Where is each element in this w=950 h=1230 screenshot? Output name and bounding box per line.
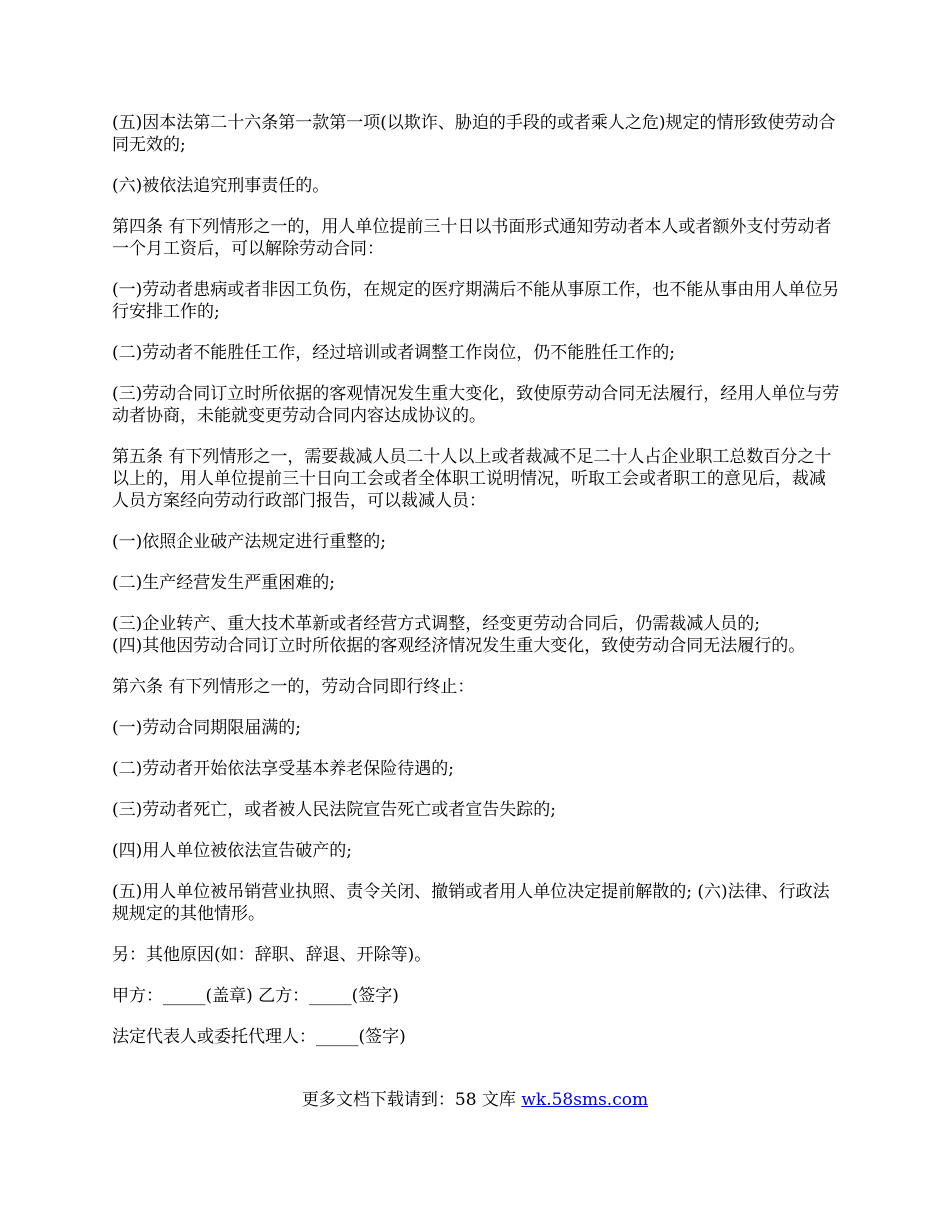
- paragraph: (三)企业转产、重大技术革新或者经营方式调整，经变更劳动合同后，仍需裁减人员的;: [112, 614, 760, 634]
- signature-line-representative: 法定代表人或委托代理人：_____(签字): [112, 1027, 406, 1047]
- paragraph: (一)依照企业破产法规定进行重整的;: [112, 532, 386, 552]
- paragraph: (二)劳动者不能胜任工作，经过培训或者调整工作岗位，仍不能胜任工作的;: [112, 343, 675, 363]
- paragraph: (二)生产经营发生严重困难的;: [112, 573, 335, 593]
- footer: [0, 1089, 950, 1111]
- paragraph: (二)劳动者开始依法享受基本养老保险待遇的;: [112, 759, 454, 779]
- document-body: [112, 112, 840, 1067]
- footer-link[interactable]: wk.58sms.com: [521, 1090, 649, 1110]
- paragraph: (一)劳动者患病或者非因工负伤，在规定的医疗期满后不能从事原工作，也不能从事由用人单位另行安排工作的;: [112, 280, 840, 322]
- article-6-heading: 第六条 有下列情形之一的，劳动合同即行终止：: [112, 677, 475, 697]
- signature-line-parties: 甲方：_____(盖章) 乙方：_____(签字): [112, 986, 399, 1006]
- paragraph: (五)用人单位被吊销营业执照、责令关闭、撤销或者用人单位决定提前解散的; (六)法律、行政法规规定的其他情形。: [112, 882, 830, 924]
- article-4-heading: 第四条 有下列情形之一的，用人单位提前三十日以书面形式通知劳动者本人或者额外支付劳动者一个月工资后，可以解除劳动合同：: [112, 217, 832, 259]
- footer-text: 更多文档下载请到：58 文库: [301, 1090, 522, 1110]
- paragraph: (三)劳动合同订立时所依据的客观情况发生重大变化，致使原劳动合同无法履行，经用人单位与劳动者协商，未能就变更劳动合同内容达成协议的。: [112, 384, 840, 426]
- other-reasons-note: 另：其他原因(如：辞职、辞退、开除等)。: [112, 945, 432, 965]
- paragraph: (三)劳动者死亡，或者被人民法院宣告死亡或者宣告失踪的;: [112, 800, 556, 820]
- paragraph: (四)其他因劳动合同订立时所依据的客观经济情况发生重大变化，致使劳动合同无法履行的。: [112, 636, 806, 656]
- paragraph: (一)劳动合同期限届满的;: [112, 718, 301, 738]
- paragraph: (四)用人单位被依法宣告破产的;: [112, 841, 352, 861]
- paragraph: (五)因本法第二十六条第一款第一项(以欺诈、胁迫的手段的或者乘人之危)规定的情形致使劳动合同无效的;: [112, 113, 836, 155]
- paragraph: (六)被依法追究刑事责任的。: [112, 176, 330, 196]
- article-5-heading: 第五条 有下列情形之一，需要裁减人员二十人以上或者裁减不足二十人占企业职工总数百分之十以上的，用人单位提前三十日向工会或者全体职工说明情况，听取工会或者职工的意见后，裁减人员方案经向劳动行政部门报告，可以裁减人员：: [112, 447, 832, 511]
